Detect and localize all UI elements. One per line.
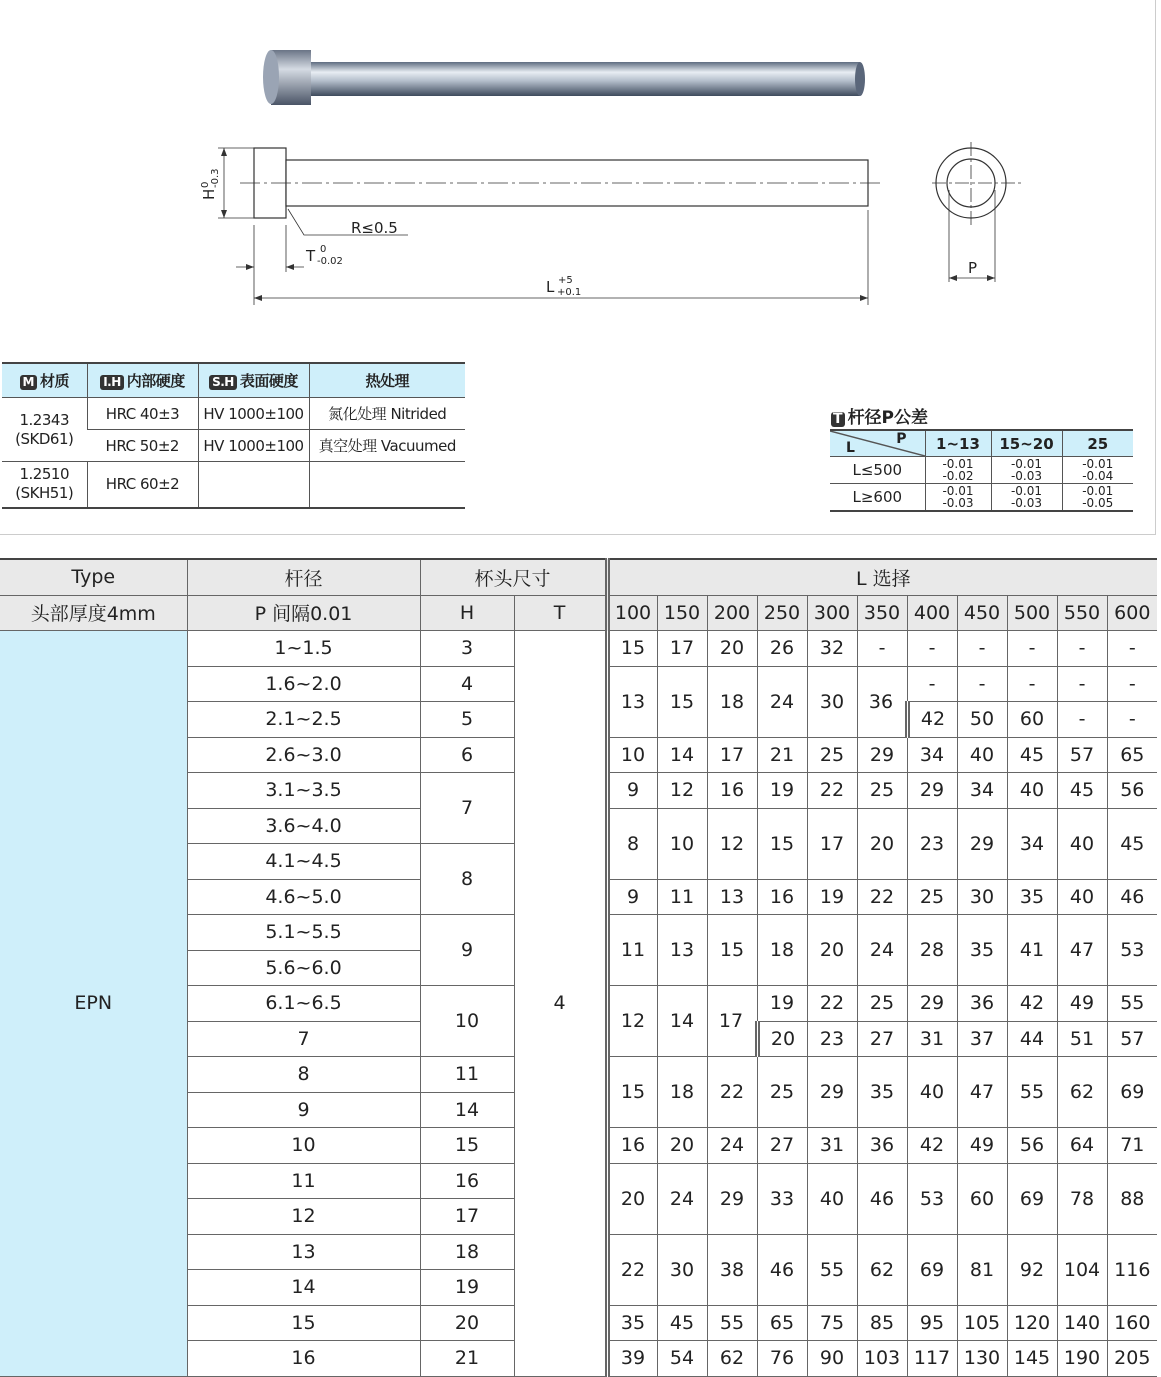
l-value-cell: 56 xyxy=(1007,1128,1057,1164)
h-header: H xyxy=(420,595,514,631)
l-value-cell: 55 xyxy=(707,1305,757,1341)
l-value-cell: 28 xyxy=(907,915,957,986)
dimension-table xyxy=(0,558,1157,1377)
dim-l-label: L xyxy=(546,278,555,296)
l-value-cell: 69 xyxy=(1107,1057,1157,1128)
l-column-header: 500 xyxy=(1007,595,1057,631)
l-value-cell: 45 xyxy=(1007,737,1057,773)
h-cell: 5 xyxy=(420,702,514,738)
l-value-cell: 76 xyxy=(757,1341,807,1377)
l-value-cell: 116 xyxy=(1107,1234,1157,1305)
l-value-cell: 46 xyxy=(757,1234,807,1305)
l-value-cell: 13 xyxy=(607,666,657,737)
l-value-cell: 46 xyxy=(1107,879,1157,915)
dim-r-label: R≤0.5 xyxy=(351,219,398,237)
l-value-cell: - xyxy=(907,631,957,667)
tolerance-row-label: L≥600 xyxy=(830,484,925,512)
dim-h-label: H xyxy=(200,188,218,200)
l-value-cell: 19 xyxy=(757,986,807,1022)
l-value-cell: 47 xyxy=(957,1057,1007,1128)
h-cell: 21 xyxy=(420,1341,514,1377)
dim-t-upper: 0 xyxy=(320,244,327,255)
l-value-cell: 36 xyxy=(957,986,1007,1022)
l-value-cell: 40 xyxy=(1057,879,1107,915)
l-value-cell: 20 xyxy=(657,1128,707,1164)
dim-t-label: T xyxy=(306,247,316,265)
l-value-cell: 34 xyxy=(907,737,957,773)
tolerance-cell: -0.01 -0.02 xyxy=(925,457,991,484)
l-value-cell: 31 xyxy=(907,1021,957,1057)
l-value-cell: 64 xyxy=(1057,1128,1107,1164)
p-header: 杆径 xyxy=(187,559,420,595)
tolerance-title: T 杆径P公差 xyxy=(833,408,929,428)
l-value-cell: 62 xyxy=(707,1341,757,1377)
l-value-cell: 105 xyxy=(957,1305,1007,1341)
l-value-cell: 37 xyxy=(957,1021,1007,1057)
tolerance-col-header: 25 xyxy=(1062,430,1133,457)
h-cell: 11 xyxy=(420,1057,514,1093)
surface-hardness-cell xyxy=(198,462,309,508)
l-value-cell: 22 xyxy=(807,986,857,1022)
p-range-cell: 2.6~3.0 xyxy=(187,737,420,773)
material-cell: 1.2343 (SKD61) xyxy=(2,398,87,462)
l-value-cell: 17 xyxy=(657,631,707,667)
p-range-cell: 5.1~5.5 xyxy=(187,915,420,951)
l-value-cell: 25 xyxy=(857,773,907,809)
l-value-cell: 18 xyxy=(657,1057,707,1128)
badge-sh-icon: S.H xyxy=(209,375,237,390)
type-header: Type xyxy=(0,559,187,595)
l-value-cell: 55 xyxy=(1107,986,1157,1022)
badge-t-icon: T xyxy=(833,411,843,427)
h-cell: 9 xyxy=(420,915,514,986)
heat-treatment-header: 热处理 xyxy=(309,363,465,398)
tolerance-cell: -0.01 -0.03 xyxy=(991,484,1062,512)
p-range-cell: 5.6~6.0 xyxy=(187,950,420,986)
l-value-cell: 19 xyxy=(757,773,807,809)
l-value-cell: 10 xyxy=(607,737,657,773)
heat-treatment-cell: 真空处理 Vacuumed xyxy=(309,430,465,462)
l-value-cell: 55 xyxy=(1007,1057,1057,1128)
p-range-cell: 4.6~5.0 xyxy=(187,879,420,915)
l-value-cell: 92 xyxy=(1007,1234,1057,1305)
l-value-cell: - xyxy=(1007,666,1057,702)
l-value-cell: 24 xyxy=(657,1163,707,1234)
l-value-cell: 30 xyxy=(957,879,1007,915)
tolerance-row-label: L≤500 xyxy=(830,457,925,484)
material-header: M 材质 xyxy=(2,363,87,398)
l-value-cell: 18 xyxy=(707,666,757,737)
l-value-cell: 29 xyxy=(907,773,957,809)
l-value-cell: 57 xyxy=(1057,737,1107,773)
l-value-cell: 40 xyxy=(807,1163,857,1234)
h-cell: 8 xyxy=(420,844,514,915)
p-range-cell: 12 xyxy=(187,1199,420,1235)
l-value-cell: 20 xyxy=(757,1021,807,1057)
l-value-cell: 17 xyxy=(707,986,757,1057)
l-value-cell: 29 xyxy=(907,986,957,1022)
badge-ih-icon: I.H xyxy=(100,375,124,390)
l-value-cell: 103 xyxy=(857,1341,907,1377)
l-value-cell: 85 xyxy=(857,1305,907,1341)
l-column-header: 400 xyxy=(907,595,957,631)
l-value-cell: 81 xyxy=(957,1234,1007,1305)
l-value-cell: 23 xyxy=(907,808,957,879)
l-value-cell: 40 xyxy=(907,1057,957,1128)
heat-treatment-cell: 氮化处理 Nitrided xyxy=(309,398,465,430)
l-value-cell: 12 xyxy=(607,986,657,1057)
l-value-cell: 44 xyxy=(1007,1021,1057,1057)
l-value-cell: 17 xyxy=(807,808,857,879)
head-size-header: 杯头尺寸 xyxy=(420,559,607,595)
head-thickness-header: 头部厚度4mm xyxy=(0,595,187,631)
l-value-cell: 190 xyxy=(1057,1341,1107,1377)
p-range-cell: 4.1~4.5 xyxy=(187,844,420,880)
h-cell: 6 xyxy=(420,737,514,773)
inner-hardness-cell: HRC 40±3 xyxy=(87,398,198,430)
dim-h-upper: 0 xyxy=(200,181,211,188)
l-value-cell: 60 xyxy=(1007,702,1057,738)
l-value-cell: 75 xyxy=(807,1305,857,1341)
surface-hardness-cell: HV 1000±100 xyxy=(198,398,309,430)
l-value-cell: 78 xyxy=(1057,1163,1107,1234)
l-value-cell: 35 xyxy=(607,1305,657,1341)
p-range-cell: 10 xyxy=(187,1128,420,1164)
l-column-header: 450 xyxy=(957,595,1007,631)
p-range-cell: 9 xyxy=(187,1092,420,1128)
surface-hardness-header: S.H 表面硬度 xyxy=(198,363,309,398)
l-value-cell: 145 xyxy=(1007,1341,1057,1377)
t-header: T xyxy=(514,595,607,631)
l-value-cell: 60 xyxy=(957,1163,1007,1234)
l-value-cell: 95 xyxy=(907,1305,957,1341)
l-value-cell: - xyxy=(907,666,957,702)
l-value-cell: 29 xyxy=(807,1057,857,1128)
l-value-cell: 22 xyxy=(607,1234,657,1305)
l-value-cell: 20 xyxy=(607,1163,657,1234)
h-cell: 3 xyxy=(420,631,514,667)
l-value-cell: 17 xyxy=(707,737,757,773)
l-column-header: 250 xyxy=(757,595,807,631)
h-cell: 19 xyxy=(420,1270,514,1306)
l-value-cell: 45 xyxy=(657,1305,707,1341)
h-cell: 10 xyxy=(420,986,514,1057)
l-value-cell: 36 xyxy=(857,1128,907,1164)
l-value-cell: 49 xyxy=(957,1128,1007,1164)
tolerance-cell: -0.01 -0.04 xyxy=(1062,457,1133,484)
l-value-cell: 38 xyxy=(707,1234,757,1305)
l-value-cell: 40 xyxy=(1057,808,1107,879)
l-value-cell: 42 xyxy=(1007,986,1057,1022)
dim-l-upper: +5 xyxy=(558,275,573,286)
l-value-cell: 16 xyxy=(607,1128,657,1164)
p-range-cell: 7 xyxy=(187,1021,420,1057)
type-cell: EPN xyxy=(0,631,187,1377)
l-column-header: 200 xyxy=(707,595,757,631)
h-cell: 20 xyxy=(420,1305,514,1341)
ejector-pin-photo xyxy=(255,40,875,110)
surface-hardness-cell: HV 1000±100 xyxy=(198,430,309,462)
l-value-cell: 22 xyxy=(707,1057,757,1128)
l-value-cell: 14 xyxy=(657,986,707,1057)
l-value-cell: - xyxy=(1107,666,1157,702)
l-value-cell: 205 xyxy=(1107,1341,1157,1377)
p-range-cell: 1~1.5 xyxy=(187,631,420,667)
l-value-cell: - xyxy=(1057,702,1107,738)
l-value-cell: 46 xyxy=(857,1163,907,1234)
l-value-cell: 24 xyxy=(857,915,907,986)
l-value-cell: 30 xyxy=(657,1234,707,1305)
p-range-cell: 8 xyxy=(187,1057,420,1093)
l-value-cell: 47 xyxy=(1057,915,1107,986)
table-row xyxy=(0,631,1157,667)
l-value-cell: 35 xyxy=(957,915,1007,986)
h-cell: 17 xyxy=(420,1199,514,1235)
l-value-cell: 56 xyxy=(1107,773,1157,809)
dim-t-lower: -0.02 xyxy=(317,256,343,267)
l-value-cell: 25 xyxy=(757,1057,807,1128)
t-cell: 4 xyxy=(514,631,607,1377)
l-value-cell: 19 xyxy=(807,879,857,915)
material-table xyxy=(2,362,465,509)
l-value-cell: 11 xyxy=(607,915,657,986)
l-value-cell: 55 xyxy=(807,1234,857,1305)
l-value-cell: - xyxy=(1007,631,1057,667)
l-value-cell: 29 xyxy=(957,808,1007,879)
l-value-cell: 51 xyxy=(1057,1021,1107,1057)
p-range-cell: 6.1~6.5 xyxy=(187,986,420,1022)
l-value-cell: 62 xyxy=(857,1234,907,1305)
l-value-cell: 25 xyxy=(807,737,857,773)
l-value-cell: 32 xyxy=(807,631,857,667)
l-value-cell: 54 xyxy=(657,1341,707,1377)
l-value-cell: 30 xyxy=(807,666,857,737)
l-value-cell: 35 xyxy=(1007,879,1057,915)
l-value-cell: - xyxy=(1107,702,1157,738)
inner-hardness-cell: HRC 60±2 xyxy=(87,462,198,508)
h-cell: 16 xyxy=(420,1163,514,1199)
l-value-cell: 40 xyxy=(1007,773,1057,809)
l-value-cell: 15 xyxy=(707,915,757,986)
l-value-cell: 34 xyxy=(1007,808,1057,879)
technical-drawing xyxy=(180,130,1040,310)
l-value-cell: 45 xyxy=(1057,773,1107,809)
l-value-cell: 31 xyxy=(807,1128,857,1164)
l-column-header: 100 xyxy=(607,595,657,631)
tolerance-cell: -0.01 -0.03 xyxy=(991,457,1062,484)
l-value-cell: 42 xyxy=(907,1128,957,1164)
l-value-cell: 90 xyxy=(807,1341,857,1377)
dim-p-label: P xyxy=(968,259,978,277)
p-interval-header: P 间隔0.01 xyxy=(187,595,420,631)
l-value-cell: 42 xyxy=(907,702,957,738)
l-value-cell: 39 xyxy=(607,1341,657,1377)
l-value-cell: 117 xyxy=(907,1341,957,1377)
l-value-cell: 20 xyxy=(707,631,757,667)
h-cell: 18 xyxy=(420,1234,514,1270)
l-column-header: 150 xyxy=(657,595,707,631)
l-column-header: 300 xyxy=(807,595,857,631)
l-value-cell: 88 xyxy=(1107,1163,1157,1234)
tolerance-col-header: 1~13 xyxy=(925,430,991,457)
l-value-cell: 34 xyxy=(957,773,1007,809)
l-value-cell: 20 xyxy=(857,808,907,879)
l-value-cell: 23 xyxy=(807,1021,857,1057)
dim-h-lower: -0.3 xyxy=(210,168,221,188)
l-value-cell: 65 xyxy=(1107,737,1157,773)
l-value-cell: 20 xyxy=(807,915,857,986)
l-value-cell: 57 xyxy=(1107,1021,1157,1057)
l-column-header: 350 xyxy=(857,595,907,631)
l-column-header: 550 xyxy=(1057,595,1107,631)
l-value-cell: 9 xyxy=(607,773,657,809)
l-value-cell: - xyxy=(957,631,1007,667)
l-value-cell: 24 xyxy=(707,1128,757,1164)
l-value-cell: 16 xyxy=(707,773,757,809)
tolerance-col-header: 15~20 xyxy=(991,430,1062,457)
l-value-cell: 69 xyxy=(1007,1163,1057,1234)
l-value-cell: - xyxy=(1057,631,1107,667)
l-value-cell: 49 xyxy=(1057,986,1107,1022)
l-value-cell: 14 xyxy=(657,737,707,773)
l-value-cell: 29 xyxy=(707,1163,757,1234)
tolerance-table xyxy=(830,429,1133,512)
l-value-cell: 140 xyxy=(1057,1305,1107,1341)
l-value-cell: 11 xyxy=(657,879,707,915)
l-value-cell: 15 xyxy=(607,631,657,667)
l-value-cell: 69 xyxy=(907,1234,957,1305)
l-value-cell: 26 xyxy=(757,631,807,667)
l-value-cell: 9 xyxy=(607,879,657,915)
l-value-cell: 15 xyxy=(607,1057,657,1128)
p-range-cell: 11 xyxy=(187,1163,420,1199)
l-value-cell: 62 xyxy=(1057,1057,1107,1128)
l-value-cell: 22 xyxy=(807,773,857,809)
l-value-cell: 50 xyxy=(957,702,1007,738)
l-value-cell: 71 xyxy=(1107,1128,1157,1164)
l-value-cell: 24 xyxy=(757,666,807,737)
l-value-cell: 120 xyxy=(1007,1305,1057,1341)
l-value-cell: 18 xyxy=(757,915,807,986)
l-value-cell: 45 xyxy=(1107,808,1157,879)
l-value-cell: 53 xyxy=(907,1163,957,1234)
l-value-cell: - xyxy=(1057,666,1107,702)
l-value-cell: 104 xyxy=(1057,1234,1107,1305)
l-value-cell: - xyxy=(857,631,907,667)
p-range-cell: 3.1~3.5 xyxy=(187,773,420,809)
heat-treatment-cell xyxy=(309,462,465,508)
tolerance-cell: -0.01 -0.03 xyxy=(925,484,991,512)
l-value-cell: 21 xyxy=(757,737,807,773)
h-cell: 4 xyxy=(420,666,514,702)
p-range-cell: 1.6~2.0 xyxy=(187,666,420,702)
l-value-cell: 22 xyxy=(857,879,907,915)
l-value-cell: 16 xyxy=(757,879,807,915)
l-value-cell: 12 xyxy=(657,773,707,809)
l-value-cell: 29 xyxy=(857,737,907,773)
l-value-cell: 15 xyxy=(757,808,807,879)
l-column-header: 600 xyxy=(1107,595,1157,631)
l-value-cell: 15 xyxy=(657,666,707,737)
dim-l-lower: +0.1 xyxy=(557,287,582,298)
l-value-cell: 13 xyxy=(657,915,707,986)
l-select-header: L 选择 xyxy=(607,559,1157,595)
l-value-cell: 160 xyxy=(1107,1305,1157,1341)
l-value-cell: 33 xyxy=(757,1163,807,1234)
l-value-cell: 25 xyxy=(857,986,907,1022)
badge-m-icon: M xyxy=(20,375,37,390)
l-value-cell: 40 xyxy=(957,737,1007,773)
l-value-cell: 53 xyxy=(1107,915,1157,986)
l-value-cell: 65 xyxy=(757,1305,807,1341)
h-cell: 7 xyxy=(420,773,514,844)
p-range-cell: 2.1~2.5 xyxy=(187,702,420,738)
l-value-cell: 25 xyxy=(907,879,957,915)
inner-hardness-cell: HRC 50±2 xyxy=(87,430,198,462)
tolerance-cell: -0.01 -0.05 xyxy=(1062,484,1133,512)
p-range-cell: 14 xyxy=(187,1270,420,1306)
inner-hardness-header: I.H 内部硬度 xyxy=(87,363,198,398)
l-value-cell: 27 xyxy=(857,1021,907,1057)
l-value-cell: 36 xyxy=(857,666,907,737)
tolerance-corner: L P xyxy=(830,430,925,457)
p-range-cell: 15 xyxy=(187,1305,420,1341)
l-value-cell: - xyxy=(957,666,1007,702)
l-value-cell: 8 xyxy=(607,808,657,879)
l-value-cell: 12 xyxy=(707,808,757,879)
l-value-cell: 13 xyxy=(707,879,757,915)
h-cell: 14 xyxy=(420,1092,514,1128)
l-value-cell: - xyxy=(1107,631,1157,667)
p-range-cell: 3.6~4.0 xyxy=(187,808,420,844)
p-range-cell: 13 xyxy=(187,1234,420,1270)
h-cell: 15 xyxy=(420,1128,514,1164)
l-value-cell: 10 xyxy=(657,808,707,879)
material-cell: 1.2510 (SKH51) xyxy=(2,462,87,508)
l-value-cell: 41 xyxy=(1007,915,1057,986)
l-value-cell: 35 xyxy=(857,1057,907,1128)
p-range-cell: 16 xyxy=(187,1341,420,1377)
l-value-cell: 130 xyxy=(957,1341,1007,1377)
l-value-cell: 27 xyxy=(757,1128,807,1164)
